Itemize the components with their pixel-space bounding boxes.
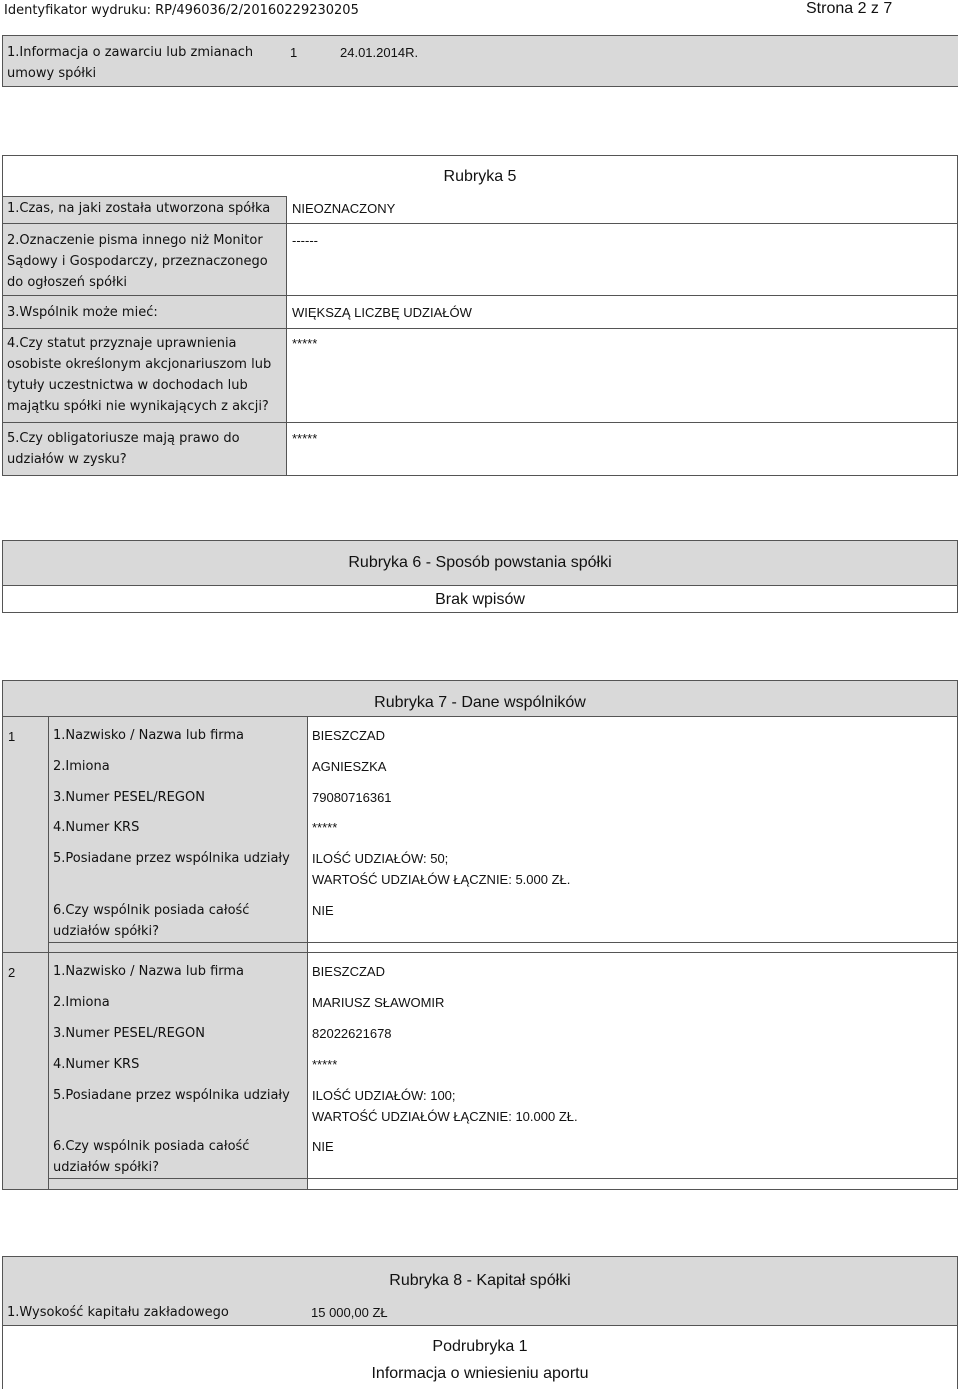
partner2-number: 2 <box>8 965 16 980</box>
p2-krs-value: ***** <box>312 1057 338 1072</box>
p1-pesel-label: 3.Numer PESEL/REGON <box>53 790 205 805</box>
p1-krs-value: ***** <box>312 820 338 835</box>
rubryka6-empty: Brak wpisów <box>435 591 525 608</box>
p2-shares-label: 5.Posiadane przez wspólnika udziały <box>53 1088 290 1103</box>
r5-row2-label: 2.Oznaczenie pisma innego niż Monitor Sądowy i Gospodarczy, przeznaczonego do ogłoszeń spółki <box>7 233 268 290</box>
p2-name-value: BIESZCZAD <box>312 964 385 979</box>
p2-pesel-value: 82022621678 <box>312 1026 392 1041</box>
partner1-number: 1 <box>8 729 16 744</box>
rubryka7-title: Rubryka 7 - Dane wspólników <box>374 694 586 711</box>
p2-whole-value: NIE <box>312 1139 334 1154</box>
p2-name-label: 1.Nazwisko / Nazwa lub firma <box>53 964 245 979</box>
p1-shares-count: ILOŚĆ UDZIAŁÓW: 50; <box>312 851 449 866</box>
page-number: Strona 2 z 7 <box>806 0 893 17</box>
r5-row2-value: ------ <box>292 233 318 248</box>
info-label: 1.Informacja o zawarciu lub zmianach umowy spółki <box>7 45 254 81</box>
p1-krs-label: 4.Numer KRS <box>53 820 140 835</box>
p2-whole-label: 6.Czy wspólnik posiada całość udziałów spółki? <box>53 1139 250 1175</box>
p2-pesel-label: 3.Numer PESEL/REGON <box>53 1026 205 1041</box>
print-identifier: Identyfikator wydruku: RP/496036/2/20160229230205 <box>4 3 359 18</box>
rubryka6-title: Rubryka 6 - Sposób powstania spółki <box>348 554 612 571</box>
p1-shares-label: 5.Posiadane przez wspólnika udziały <box>53 851 290 866</box>
p2-shares-value: WARTOŚĆ UDZIAŁÓW ŁĄCZNIE: 10.000 ZŁ. <box>312 1109 578 1124</box>
info-number: 1 <box>290 45 298 60</box>
r5-row1-value: NIEOZNACZONY <box>292 201 396 216</box>
r5-row5-value: ***** <box>292 431 318 446</box>
p1-pesel-value: 79080716361 <box>312 790 392 805</box>
rubryka8-title: Rubryka 8 - Kapitał spółki <box>389 1272 571 1289</box>
p2-first-label: 2.Imiona <box>53 995 110 1010</box>
p1-first-label: 2.Imiona <box>53 759 110 774</box>
p1-whole-label: 6.Czy wspólnik posiada całość udziałów spółki? <box>53 903 250 939</box>
p2-krs-label: 4.Numer KRS <box>53 1057 140 1072</box>
p1-name-value: BIESZCZAD <box>312 728 385 743</box>
r5-row1-label: 1.Czas, na jaki została utworzona spółka <box>7 201 271 216</box>
r5-row5-label: 5.Czy obligatoriusze mają prawo do udziałów w zysku? <box>7 431 240 467</box>
capital-value: 15 000,00 ZŁ <box>311 1305 388 1320</box>
capital-label: 1.Wysokość kapitału zakładowego <box>7 1305 229 1320</box>
r5-row3-value: WIĘKSZĄ LICZBĘ UDZIAŁÓW <box>292 305 472 320</box>
p2-shares-count: ILOŚĆ UDZIAŁÓW: 100; <box>312 1088 456 1103</box>
p1-whole-value: NIE <box>312 903 334 918</box>
r5-row3-label: 3.Wspólnik może mieć: <box>7 305 158 320</box>
r5-row4-value: ***** <box>292 336 318 351</box>
subsection-subtitle: Informacja o wniesieniu aportu <box>371 1365 589 1382</box>
subsection-title: Podrubryka 1 <box>432 1338 528 1355</box>
p2-first-value: MARIUSZ SŁAWOMIR <box>312 995 445 1010</box>
p1-first-value: AGNIESZKA <box>312 759 387 774</box>
p1-shares-value: WARTOŚĆ UDZIAŁÓW ŁĄCZNIE: 5.000 ZŁ. <box>312 872 571 887</box>
info-date: 24.01.2014R. <box>340 45 419 60</box>
rubryka5-title: Rubryka 5 <box>443 168 517 185</box>
p1-name-label: 1.Nazwisko / Nazwa lub firma <box>53 728 245 743</box>
r5-row4-label: 4.Czy statut przyznaje uprawnienia osobiste określonym akcjonariuszom lub tytuły uczestnictwa w dochodach lub majątku spółki nie wynikających z akcji? <box>7 336 272 414</box>
